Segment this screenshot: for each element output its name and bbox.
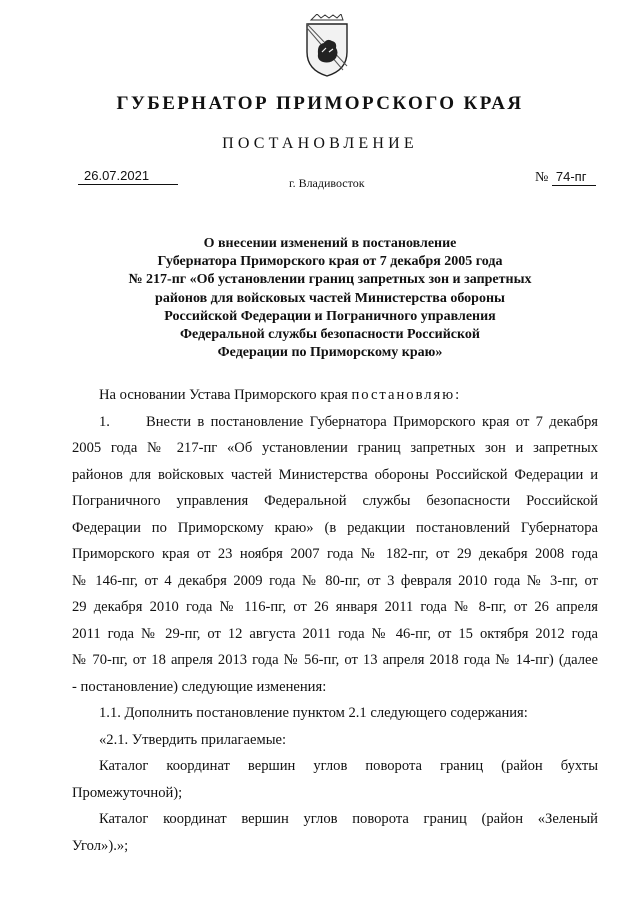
title-line: Российской Федерации и Пограничного управления [164,308,496,324]
document-body [72,382,598,859]
paragraph-1-line: № 70-пг, от 18 апреля 2013 года № 56-пг, от 13 апреля 2018 года № 14-пг) (далее [72,652,598,668]
title-line: Федерации по Приморскому краю» [217,345,443,361]
number-sign: № [535,170,549,185]
basis-decree: постановляю: [351,387,462,403]
subparagraph-1-1: 1.1. Дополнить постановление пунктом 2.1 следующего содержания: [99,705,528,721]
catalog-2-line-1: Каталог координат вершин углов поворота границ (район «Зеленый [99,811,598,827]
document-type-heading: ПОСТАНОВЛЕНИЕ [222,135,418,152]
paragraph-1-last-line: - постановление) следующие изменения: [72,678,327,695]
title-line: О внесении изменений в постановление [203,236,457,251]
paragraph-1-line: 2005 года № 217-пг «Об установлении границ запретных зон и запретных [72,440,598,456]
title-line: Губернатора Приморского края от 7 декабря 2005 года [157,254,503,270]
catalog-1-line-1: Каталог координат вершин углов поворота границ (район бухты [99,758,598,774]
title-line: Федеральной службы безопасности Российской [180,327,480,343]
paragraph-1-line: 2011 года № 29-пг, от 12 августа 2011 года № 46-пг, от 15 октября 2012 года [72,625,598,642]
title-line: № 217-пг «Об установлении границ запретных зон и запретных [128,272,532,288]
paragraph-1-line: Приморского края от 23 ноября 2007 года № 182-пг, от 29 декабря 2008 года [72,546,598,562]
catalog-1-line-2: Промежуточной); [72,784,183,801]
document-date: 26.07.2021 [78,168,178,185]
paragraph-1-marker: 1. [99,413,110,430]
document-number-value: 74-пг [552,169,596,186]
basis-text: На основании Устава Приморского края [99,387,348,403]
paragraph-1-line: Федерации по Приморскому краю» (в редакции постановлений Губернатора [72,519,598,536]
paragraph-1-line: Пограничного управления Федеральной службы безопасности Российской [72,493,598,509]
document-title [80,235,580,362]
paragraph-1-text: Внести в постановление Губернатора Приморского края от 7 декабря [146,413,598,430]
document-city: г. Владивосток [289,176,365,190]
basis-paragraph [72,382,598,409]
subparagraph-2-1: «2.1. Утвердить прилагаемые: [99,731,287,748]
paragraph-1-line: 29 декабря 2010 года № 116-пг, от 26 января 2011 года № 8-пг, от 26 апреля [72,599,598,615]
authority-heading: ГУБЕРНАТОР ПРИМОРСКОГО КРАЯ [116,93,524,114]
paragraph-1-line: № 146-пг, от 4 декабря 2009 года № 80-пг, от 3 февраля 2010 года № 3-пг, от [72,572,598,589]
coat-of-arms-emblem [303,14,351,78]
paragraph-1-line: районов для войсковых частей Министерства обороны Российской Федерации и [72,466,598,483]
paragraph-1-first-line [72,409,598,436]
title-line: районов для войсковых частей Министерства обороны [155,290,505,306]
document-number [535,169,596,186]
catalog-2-line-2: Угол»).»; [72,837,129,854]
